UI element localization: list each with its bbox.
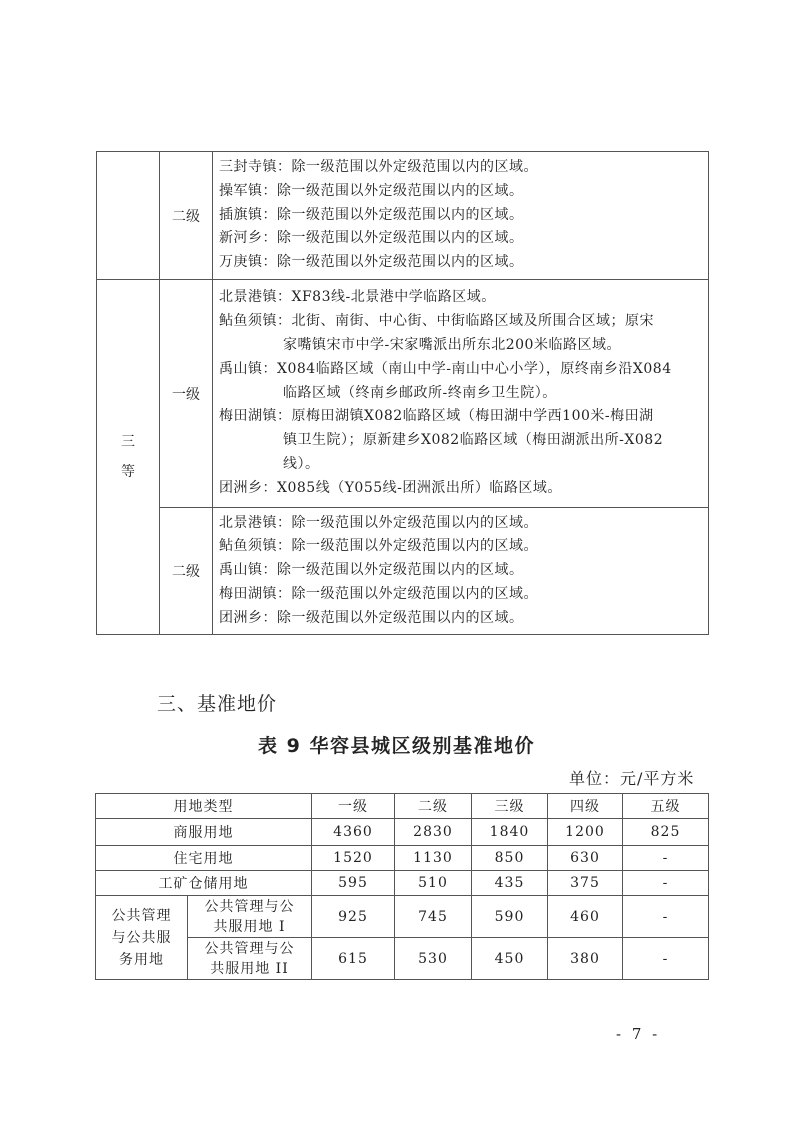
entry-line: 禹山镇：除一级范围以外定级范围以内的区域。 (219, 562, 524, 579)
price-cell: 435 (472, 871, 548, 896)
table-row (97, 280, 709, 508)
entry-line: 梅田湖镇：除一级范围以外定级范围以内的区域。 (219, 585, 538, 602)
area-entry (219, 405, 702, 476)
table-row (96, 846, 709, 871)
entry-continuation-line: 镇卫生院）；原新建乡X082临路区域（梅田湖派出所-X082 (283, 432, 664, 449)
area-entry (219, 251, 702, 275)
entry-line: 三封寺镇：除一级范围以外定级范围以内的区域。 (219, 159, 538, 175)
header-cell: 二级 (395, 794, 472, 819)
land-type-cell: 住宅用地 (96, 846, 312, 871)
grade-cell: 二级 (160, 152, 213, 280)
land-group-cell (96, 896, 188, 980)
price-cell: 1200 (548, 819, 623, 846)
area-description-cell (213, 508, 709, 635)
land-subtype-cell (188, 896, 312, 938)
group-label-line: 与公共服 (111, 929, 172, 946)
header-cell: 四级 (548, 794, 623, 819)
price-cell: 925 (312, 896, 395, 938)
area-entry (219, 607, 702, 631)
price-cell: 450 (472, 938, 548, 980)
unit-label: 单位：元/平方米 (569, 769, 695, 788)
entry-line: 万庚镇：除一级范围以外定级范围以内的区域。 (219, 254, 524, 271)
entry-continuation-line: 线）。 (283, 455, 320, 472)
area-description-cell (213, 280, 709, 508)
header-cell: 五级 (623, 794, 709, 819)
price-cell: 4360 (312, 819, 395, 846)
benchmark-land-price-table (95, 793, 709, 980)
entry-line: 鲇鱼须镇：除一级范围以外定级范围以内的区域。 (219, 538, 538, 555)
price-cell: - (623, 938, 709, 980)
price-cell: - (623, 846, 709, 871)
area-entry (219, 559, 702, 583)
header-cell: 用地类型 (96, 794, 312, 819)
group-label-line: 务用地 (119, 951, 164, 968)
header-cell: 一级 (312, 794, 395, 819)
header-cell: 三级 (472, 794, 548, 819)
price-cell: 615 (312, 938, 395, 980)
area-entry (219, 310, 702, 358)
price-cell: 2830 (395, 819, 472, 846)
table-row (96, 938, 709, 980)
price-cell: 590 (472, 896, 548, 938)
area-entry (219, 358, 702, 406)
price-cell: 595 (312, 871, 395, 896)
land-subtype-cell (188, 938, 312, 980)
area-entry (219, 535, 702, 559)
price-cell: 1130 (395, 846, 472, 871)
area-entry (219, 477, 702, 501)
class-label-top: 三 (121, 434, 135, 450)
area-entry (219, 583, 702, 607)
table-title: 表 9 华容县城区级别基准地价 (258, 735, 535, 757)
price-cell: 510 (395, 871, 472, 896)
table-row (96, 871, 709, 896)
subtype-line: 公共管理与公 (204, 940, 295, 957)
price-cell: - (623, 871, 709, 896)
subtype-line: 公共管理与公 (204, 898, 295, 915)
price-cell: 825 (623, 819, 709, 846)
table-row (97, 508, 709, 635)
class-label-bottom: 等 (121, 464, 135, 480)
class-cell-empty (97, 152, 160, 280)
entry-line: 操军镇：除一级范围以外定级范围以内的区域。 (219, 182, 524, 199)
entry-line: 北景港镇：除一级范围以外定级范围以内的区域。 (219, 514, 538, 531)
grade-cell: 一级 (160, 280, 213, 508)
land-type-cell: 商服用地 (96, 819, 312, 846)
table-row (97, 152, 709, 280)
land-type-cell: 工矿仓储用地 (96, 871, 312, 896)
entry-continuation-line: 家嘴镇宋市中学-宋家嘴派出所东北200米临路区域。 (283, 337, 621, 353)
entry-line: 团洲乡：除一级范围以外定级范围以内的区域。 (219, 609, 524, 626)
table-header-row (96, 794, 709, 819)
section-heading: 三、基准地价 (157, 693, 278, 715)
price-cell: - (623, 896, 709, 938)
entry-line: 禹山镇：X084临路区域（南山中学-南山中心小学），原终南乡沿X084 (219, 360, 672, 377)
entry-line: 北景港镇：XF83线-北景港中学临路区域。 (219, 289, 496, 306)
area-entry (219, 204, 702, 228)
price-cell: 630 (548, 846, 623, 871)
area-entry (219, 180, 702, 204)
price-cell: 380 (548, 938, 623, 980)
area-entry (219, 156, 702, 180)
subtype-line: 共服用地 II (210, 960, 289, 977)
entry-line: 插旗镇：除一级范围以外定级范围以内的区域。 (219, 206, 524, 223)
class-cell (97, 280, 160, 635)
entry-line: 团洲乡：X085线（Y055线-团洲派出所）临路区域。 (219, 479, 562, 496)
price-cell: 745 (395, 896, 472, 938)
price-cell: 460 (548, 896, 623, 938)
area-entry (219, 512, 702, 536)
price-cell: 375 (548, 871, 623, 896)
entry-line: 梅田湖镇：原梅田湖镇X082临路区域（梅田湖中学西100米-梅田湖 (219, 408, 654, 425)
entry-line: 鲇鱼须镇：北街、南街、中心街、中街临路区域及所围合区域；原宋 (219, 313, 654, 330)
area-entry (219, 286, 702, 310)
subtype-line: 共服用地 I (213, 918, 286, 935)
table-row (96, 896, 709, 938)
group-label-line: 公共管理 (111, 907, 172, 924)
area-description-cell (213, 152, 709, 280)
price-cell: 1520 (312, 846, 395, 871)
price-cell: 530 (395, 938, 472, 980)
table-row (96, 819, 709, 846)
grade-cell: 二级 (160, 508, 213, 635)
price-cell: 1840 (472, 819, 548, 846)
entry-continuation-line: 临路区域（终南乡邮政所-终南乡卫生院）。 (283, 384, 557, 401)
area-entry (219, 227, 702, 251)
page-number: - 7 - (616, 1025, 661, 1043)
entry-line: 新河乡：除一级范围以外定级范围以内的区域。 (219, 230, 524, 247)
price-cell: 850 (472, 846, 548, 871)
grading-zone-table (96, 151, 709, 635)
